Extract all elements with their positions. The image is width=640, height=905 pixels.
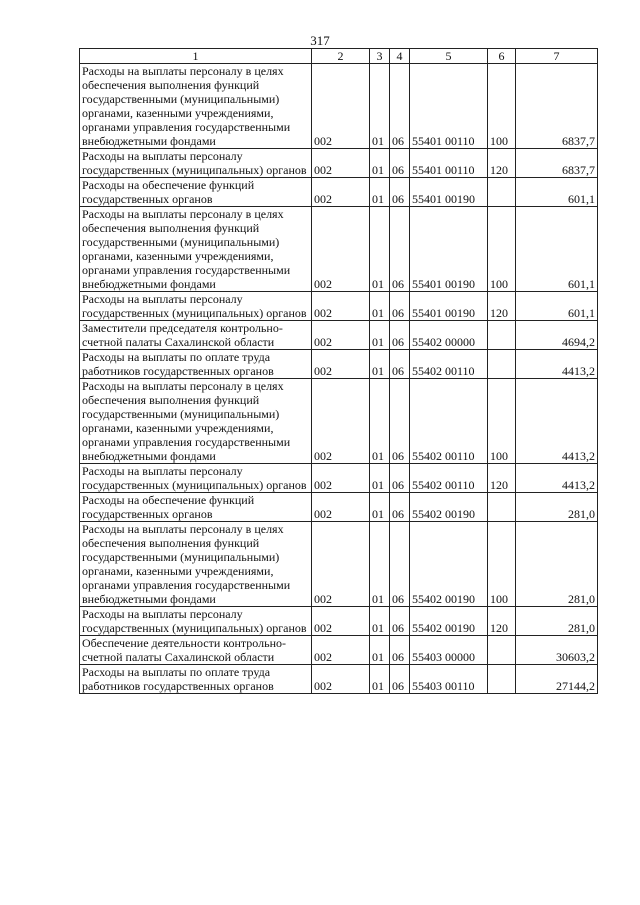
target-article-cell: 55402 00000 bbox=[410, 321, 488, 350]
target-article-cell: 55401 00190 bbox=[410, 178, 488, 207]
subsection-code-cell: 06 bbox=[390, 178, 410, 207]
grbs-code-cell: 002 bbox=[312, 464, 370, 493]
section-code-cell: 01 bbox=[370, 178, 390, 207]
target-article-cell: 55403 00000 bbox=[410, 636, 488, 665]
table-row bbox=[80, 292, 598, 321]
subsection-code-cell: 06 bbox=[390, 350, 410, 379]
grbs-code-cell: 002 bbox=[312, 350, 370, 379]
header-cell: 7 bbox=[516, 49, 598, 64]
grbs-code-cell: 002 bbox=[312, 321, 370, 350]
expense-name-cell: Расходы на выплаты персоналу в целях обеспечения выполнения функций государственными (муниципальными) органами, казенными учреждениями, органами управления государственными внебюджетными фондами bbox=[80, 379, 312, 464]
target-article-cell: 55401 00190 bbox=[410, 207, 488, 292]
header-cell: 5 bbox=[410, 49, 488, 64]
amount-cell: 281,0 bbox=[516, 607, 598, 636]
expense-name-cell: Расходы на выплаты персоналу государственных (муниципальных) органов bbox=[80, 607, 312, 636]
table-row bbox=[80, 636, 598, 665]
expense-name-cell: Расходы на выплаты по оплате труда работников государственных органов bbox=[80, 350, 312, 379]
amount-cell: 6837,7 bbox=[516, 64, 598, 149]
amount-cell: 4694,2 bbox=[516, 321, 598, 350]
target-article-cell: 55402 00190 bbox=[410, 522, 488, 607]
subsection-code-cell: 06 bbox=[390, 607, 410, 636]
target-article-cell: 55402 00190 bbox=[410, 607, 488, 636]
subsection-code-cell: 06 bbox=[390, 464, 410, 493]
expense-type-cell: 120 bbox=[488, 464, 516, 493]
expense-type-cell: 120 bbox=[488, 149, 516, 178]
expense-name-cell: Заместители председателя контрольно-счетной палаты Сахалинской области bbox=[80, 321, 312, 350]
section-code-cell: 01 bbox=[370, 149, 390, 178]
subsection-code-cell: 06 bbox=[390, 493, 410, 522]
header-cell: 6 bbox=[488, 49, 516, 64]
section-code-cell: 01 bbox=[370, 379, 390, 464]
table-row bbox=[80, 207, 598, 292]
table-row bbox=[80, 321, 598, 350]
expense-name-cell: Расходы на обеспечение функций государственных органов bbox=[80, 493, 312, 522]
expense-name-cell: Расходы на выплаты персоналу государственных (муниципальных) органов bbox=[80, 464, 312, 493]
subsection-code-cell: 06 bbox=[390, 379, 410, 464]
subsection-code-cell: 06 bbox=[390, 665, 410, 694]
target-article-cell: 55401 00110 bbox=[410, 149, 488, 178]
expense-type-cell: 120 bbox=[488, 607, 516, 636]
expense-name-cell: Расходы на выплаты по оплате труда работников государственных органов bbox=[80, 665, 312, 694]
target-article-cell: 55403 00110 bbox=[410, 665, 488, 694]
section-code-cell: 01 bbox=[370, 464, 390, 493]
subsection-code-cell: 06 bbox=[390, 636, 410, 665]
amount-cell: 6837,7 bbox=[516, 149, 598, 178]
amount-cell: 4413,2 bbox=[516, 350, 598, 379]
grbs-code-cell: 002 bbox=[312, 607, 370, 636]
section-code-cell: 01 bbox=[370, 607, 390, 636]
amount-cell: 281,0 bbox=[516, 522, 598, 607]
grbs-code-cell: 002 bbox=[312, 149, 370, 178]
amount-cell: 4413,2 bbox=[516, 464, 598, 493]
expense-type-cell bbox=[488, 636, 516, 665]
target-article-cell: 55402 00110 bbox=[410, 350, 488, 379]
expense-type-cell bbox=[488, 178, 516, 207]
grbs-code-cell: 002 bbox=[312, 636, 370, 665]
target-article-cell: 55401 00110 bbox=[410, 64, 488, 149]
table-row bbox=[80, 64, 598, 149]
expense-type-cell: 120 bbox=[488, 292, 516, 321]
header-cell: 3 bbox=[370, 49, 390, 64]
expense-name-cell: Расходы на обеспечение функций государственных органов bbox=[80, 178, 312, 207]
section-code-cell: 01 bbox=[370, 665, 390, 694]
table-row bbox=[80, 178, 598, 207]
expense-type-cell bbox=[488, 350, 516, 379]
table-body bbox=[80, 64, 598, 694]
subsection-code-cell: 06 bbox=[390, 207, 410, 292]
subsection-code-cell: 06 bbox=[390, 522, 410, 607]
expense-name-cell: Расходы на выплаты персоналу в целях обеспечения выполнения функций государственными (муниципальными) органами, казенными учреждениями, органами управления государственными внебюджетными фондами bbox=[80, 64, 312, 149]
section-code-cell: 01 bbox=[370, 207, 390, 292]
budget-table bbox=[79, 48, 598, 694]
table-header-row bbox=[80, 49, 598, 64]
expense-type-cell: 100 bbox=[488, 64, 516, 149]
expense-name-cell: Расходы на выплаты персоналу государственных (муниципальных) органов bbox=[80, 292, 312, 321]
expense-name-cell: Расходы на выплаты персоналу в целях обеспечения выполнения функций государственными (муниципальными) органами, казенными учреждениями, органами управления государственными внебюджетными фондами bbox=[80, 207, 312, 292]
table-row bbox=[80, 665, 598, 694]
table-row bbox=[80, 149, 598, 178]
grbs-code-cell: 002 bbox=[312, 178, 370, 207]
grbs-code-cell: 002 bbox=[312, 292, 370, 321]
grbs-code-cell: 002 bbox=[312, 379, 370, 464]
target-article-cell: 55402 00110 bbox=[410, 379, 488, 464]
subsection-code-cell: 06 bbox=[390, 292, 410, 321]
section-code-cell: 01 bbox=[370, 64, 390, 149]
subsection-code-cell: 06 bbox=[390, 64, 410, 149]
expense-type-cell bbox=[488, 493, 516, 522]
subsection-code-cell: 06 bbox=[390, 149, 410, 178]
table-row bbox=[80, 493, 598, 522]
amount-cell: 601,1 bbox=[516, 292, 598, 321]
grbs-code-cell: 002 bbox=[312, 64, 370, 149]
grbs-code-cell: 002 bbox=[312, 665, 370, 694]
section-code-cell: 01 bbox=[370, 493, 390, 522]
header-cell: 1 bbox=[80, 49, 312, 64]
target-article-cell: 55401 00190 bbox=[410, 292, 488, 321]
expense-type-cell bbox=[488, 665, 516, 694]
amount-cell: 4413,2 bbox=[516, 379, 598, 464]
amount-cell: 601,1 bbox=[516, 178, 598, 207]
expense-type-cell bbox=[488, 321, 516, 350]
header-cell: 4 bbox=[390, 49, 410, 64]
expense-name-cell: Обеспечение деятельности контрольно-счетной палаты Сахалинской области bbox=[80, 636, 312, 665]
section-code-cell: 01 bbox=[370, 292, 390, 321]
expense-name-cell: Расходы на выплаты персоналу в целях обеспечения выполнения функций государственными (муниципальными) органами, казенными учреждениями, органами управления государственными внебюджетными фондами bbox=[80, 522, 312, 607]
grbs-code-cell: 002 bbox=[312, 522, 370, 607]
amount-cell: 30603,2 bbox=[516, 636, 598, 665]
table-row bbox=[80, 379, 598, 464]
amount-cell: 27144,2 bbox=[516, 665, 598, 694]
table-row bbox=[80, 464, 598, 493]
table-row bbox=[80, 522, 598, 607]
table-row bbox=[80, 350, 598, 379]
header-cell: 2 bbox=[312, 49, 370, 64]
amount-cell: 281,0 bbox=[516, 493, 598, 522]
expense-type-cell: 100 bbox=[488, 522, 516, 607]
expense-type-cell: 100 bbox=[488, 379, 516, 464]
section-code-cell: 01 bbox=[370, 321, 390, 350]
expense-name-cell: Расходы на выплаты персоналу государственных (муниципальных) органов bbox=[80, 149, 312, 178]
expense-type-cell: 100 bbox=[488, 207, 516, 292]
page-number: 317 bbox=[310, 33, 330, 48]
grbs-code-cell: 002 bbox=[312, 207, 370, 292]
section-code-cell: 01 bbox=[370, 522, 390, 607]
target-article-cell: 55402 00110 bbox=[410, 464, 488, 493]
section-code-cell: 01 bbox=[370, 636, 390, 665]
grbs-code-cell: 002 bbox=[312, 493, 370, 522]
section-code-cell: 01 bbox=[370, 350, 390, 379]
amount-cell: 601,1 bbox=[516, 207, 598, 292]
target-article-cell: 55402 00190 bbox=[410, 493, 488, 522]
table-row bbox=[80, 607, 598, 636]
subsection-code-cell: 06 bbox=[390, 321, 410, 350]
